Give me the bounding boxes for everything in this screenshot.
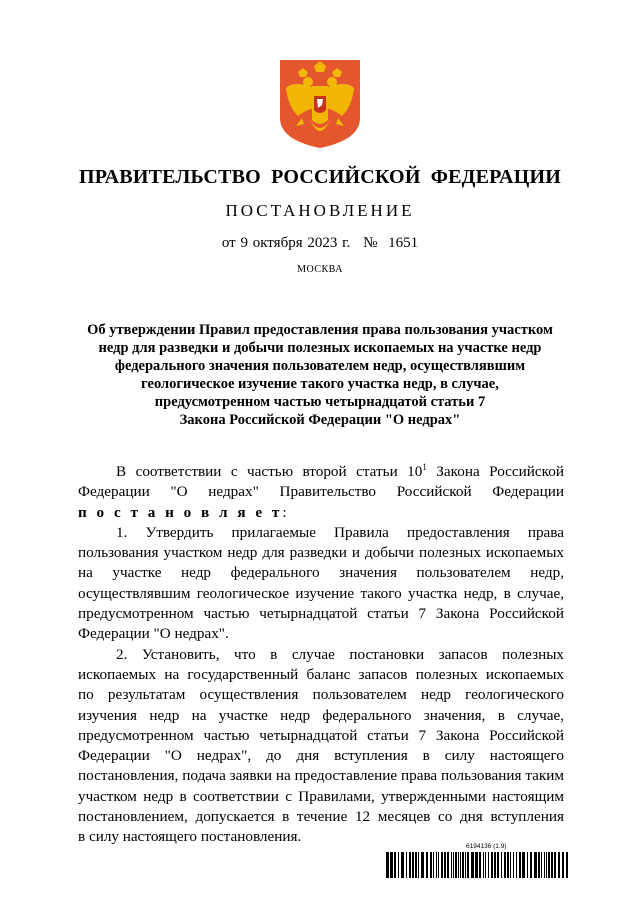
- item2-line: Федерации "О недрах", до дня вступления в силу настоящего: [78, 747, 564, 765]
- item1-line: осуществлявшим геологическое изучение такого участка недр, в случае,: [78, 584, 564, 602]
- heading-line: недр для разведки и добычи полезных ископаемых на участке недр: [98, 340, 542, 356]
- barcode-bar: [527, 852, 528, 878]
- barcode-bar: [513, 852, 514, 878]
- item1-line: предусмотренном частью четырнадцатой статьи 7 Закона Российской: [78, 605, 564, 623]
- barcode-bar: [551, 852, 553, 878]
- barcode-bar: [504, 852, 506, 878]
- barcode-bar: [467, 852, 469, 878]
- barcode-bar: [418, 852, 419, 878]
- barcode-bar: [462, 852, 464, 878]
- barcode-bar: [438, 852, 439, 878]
- barcode-bar: [433, 852, 434, 878]
- barcode-bar: [519, 852, 521, 878]
- document-city: МОСКВА: [297, 264, 343, 275]
- barcode-bar: [522, 852, 525, 878]
- barcode-bar: [488, 852, 489, 878]
- item2-line: постановления, подача заявки на предоставление права пользования таким: [78, 767, 564, 785]
- document-date: от 9 октября 2023 г.: [221, 235, 351, 251]
- barcode-bar: [421, 852, 424, 878]
- barcode-bar: [409, 852, 411, 878]
- barcode-bar: [394, 852, 396, 878]
- barcode-bar: [455, 852, 457, 878]
- barcode-bar: [538, 852, 540, 878]
- barcode-bar: [475, 852, 478, 878]
- barcode-bar: [544, 852, 545, 878]
- number-sign: №: [363, 235, 378, 251]
- intro-line: В соответствии с частью второй статьи $10^1$ Закона Российской: [116, 462, 564, 480]
- item1-line: пользования участком недр для разведки и добычи полезных ископаемых: [78, 544, 564, 562]
- barcode-bar: [453, 852, 454, 878]
- item2-line: в силу настоящего постановления.: [78, 828, 302, 846]
- barcode-bar: [483, 852, 484, 878]
- barcode-bar: [510, 852, 511, 878]
- heading-line: предусмотренном частью четырнадцатой статьи 7: [154, 394, 486, 410]
- coat-of-arms-emblem: [278, 58, 362, 150]
- barcode-bar: [398, 852, 399, 878]
- barcode-bar: [430, 852, 432, 878]
- barcode-bar: [441, 852, 443, 878]
- heading-line: Об утверждении Правил предоставления права пользования участком: [87, 322, 553, 338]
- document-heading: [70, 321, 570, 429]
- document-number: 1651: [388, 235, 419, 251]
- item2-line: постановлением, допускается в течение 12 месяцев со дня вступления: [78, 808, 564, 826]
- barcode-bar: [460, 852, 461, 878]
- barcode-bar: [566, 852, 568, 878]
- item2-line: ископаемых на государственный баланс запасов полезных ископаемых: [78, 665, 564, 683]
- heading-line: геологическое изучение такого участка недр, в случае,: [141, 376, 499, 392]
- barcode-bar: [554, 852, 556, 878]
- intro-line: Федерации "О недрах" Правительство Российской Федерации: [78, 483, 564, 501]
- item2-line: участком недр в соответствии с Правилами, утвержденными настоящим: [78, 787, 564, 805]
- barcode-bar: [436, 852, 437, 878]
- barcode-bar: [501, 852, 502, 878]
- barcode-bar: [406, 852, 407, 878]
- item2-line: изучения недр на участке недр федерального значения, в случае,: [78, 706, 564, 724]
- barcode-bar: [386, 852, 389, 878]
- barcode-bar: [485, 852, 486, 878]
- barcode-bar: [444, 852, 446, 878]
- barcode-bar: [479, 852, 481, 878]
- barcode-bar: [516, 852, 517, 878]
- decree-line: п о с т а н о в л я е т:: [78, 503, 287, 521]
- barcode-number: 6194136 (1.9): [466, 843, 507, 850]
- barcode-bar: [548, 852, 550, 878]
- heading-line: Закона Российской Федерации "О недрах": [179, 412, 461, 428]
- barcode-bar: [497, 852, 499, 878]
- barcode-bar: [530, 852, 532, 878]
- barcode-bar: [491, 852, 493, 878]
- item1-line: на участке недр федерального значения пользователем недр,: [78, 564, 564, 582]
- item2-line: предусмотренном частью четырнадцатой статьи 7 Закона Российской: [78, 726, 564, 744]
- barcode-bar: [471, 852, 474, 878]
- item2-line: по результатам осуществления пользователем недр геологического: [78, 686, 564, 704]
- document-type: ПОСТАНОВЛЕНИЕ: [225, 201, 415, 220]
- barcode-bar: [465, 852, 466, 878]
- document-body: [78, 462, 564, 848]
- decree-word: п о с т а н о в л я е т: [78, 503, 283, 521]
- barcode-bar: [401, 852, 404, 878]
- document-date-number: [0, 235, 640, 252]
- barcode-bar: [534, 852, 537, 878]
- barcode: [386, 852, 568, 878]
- heading-line: федерального значения пользователем недр, осуществлявшим: [114, 358, 526, 374]
- barcode-bar: [451, 852, 452, 878]
- item1-line: 1. Утвердить прилагаемые Правила предоставления права: [116, 523, 564, 541]
- barcode-bar: [447, 852, 449, 878]
- barcode-bar: [541, 852, 542, 878]
- barcode-bar: [494, 852, 496, 878]
- barcode-bar: [507, 852, 509, 878]
- barcode-bar: [562, 852, 564, 878]
- item1-line: Федерации "О недрах".: [78, 625, 229, 643]
- government-title: ПРАВИТЕЛЬСТВО РОССИЙСКОЙ ФЕДЕРАЦИИ: [79, 166, 561, 188]
- barcode-bar: [546, 852, 547, 878]
- barcode-bar: [458, 852, 459, 878]
- item2-line: 2. Установить, что в случае постановки запасов полезных: [116, 645, 564, 663]
- barcode-bar: [426, 852, 428, 878]
- barcode-bar: [558, 852, 560, 878]
- barcode-bar: [415, 852, 417, 878]
- barcode-bar: [412, 852, 414, 878]
- barcode-bar: [390, 852, 393, 878]
